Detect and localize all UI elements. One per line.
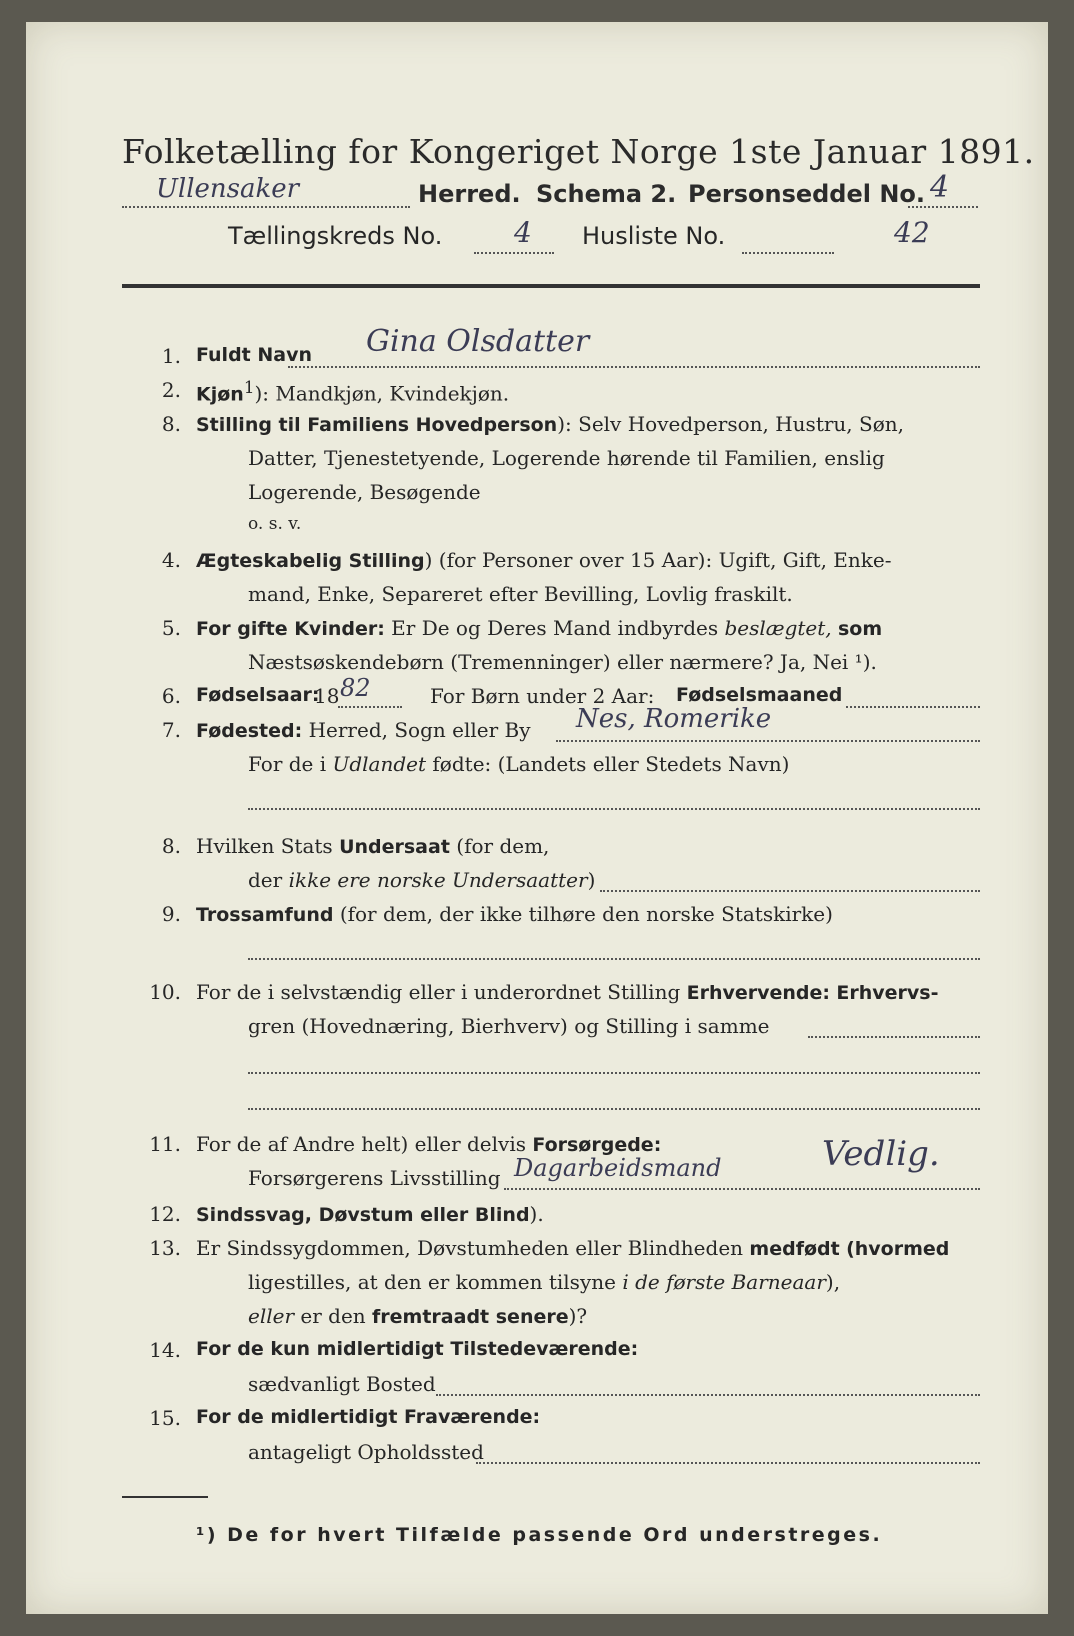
footnote-mark: 1: [243, 378, 255, 397]
occupation-label: Erhvervende:: [686, 982, 831, 1004]
family-position-options-2: Datter, Tjenestetyende, Logerende hørende til Familien, enslig: [248, 446, 885, 470]
birthplace-value: Nes, Romerike: [576, 704, 772, 734]
citizenship-note: (for dem,: [456, 834, 550, 858]
citizenship-note-a: der: [248, 868, 283, 892]
married-women-question-end: som: [838, 618, 883, 640]
congenital-row: [196, 1236, 949, 1260]
religion-note: (for dem, der ikke tilhøre den norske Statskirke): [339, 902, 833, 926]
citizenship-label-b: Undersaat: [339, 836, 450, 858]
kreds-label: Tællingskreds No.: [228, 222, 443, 250]
provider-occupation-label: Forsørgerens Livsstilling: [248, 1166, 501, 1190]
religion-field-line: [248, 958, 980, 960]
item-number: 8.: [161, 412, 181, 436]
family-position-options-3: Logerende, Besøgende: [248, 480, 481, 504]
husliste-field-line: [742, 252, 834, 254]
related-word: beslægtet,: [724, 616, 832, 640]
provider-occupation-note: Vedlig.: [822, 1134, 940, 1174]
birth-month-note: For Børn under 2 Aar:: [430, 684, 655, 708]
foreign-birthplace-row: [248, 752, 789, 776]
birthplace-field-line: [556, 740, 980, 742]
disability-row: [196, 1202, 544, 1226]
foreign-birthplace-field-line: [248, 808, 980, 810]
congenital-row-3: [248, 1304, 587, 1328]
probable-residence-label: antageligt Opholdssted: [248, 1440, 484, 1464]
husliste-label: Husliste No.: [582, 222, 726, 250]
birth-year-field-line: [338, 706, 402, 708]
item-number: 6.: [161, 684, 181, 708]
provider-occupation-field-line: [504, 1188, 980, 1190]
personseddel-label: Personseddel No.: [688, 180, 926, 208]
item-number: 9.: [161, 902, 181, 926]
occupation-field-line-1: [808, 1036, 980, 1038]
occupation-note: For de i selvstændig eller i underordnet Stilling: [196, 980, 681, 1004]
citizenship-note-c: ): [587, 868, 596, 892]
item-number: 4.: [161, 548, 181, 572]
foreign-note-a: For de i: [248, 752, 327, 776]
gender-options: ): Mandkjøn, Kvindekjøn.: [254, 381, 510, 406]
support-row: [196, 1132, 661, 1156]
occupation-label-2: Erhvervs-: [836, 982, 939, 1004]
item-number: 5.: [161, 616, 181, 640]
item-number: 12.: [149, 1202, 181, 1226]
name-label: Fuldt Navn: [196, 344, 313, 366]
marital-status-options-2: mand, Enke, Separeret efter Bevilling, Lovlig fraskilt.: [248, 582, 793, 606]
birthplace-note: Herred, Sogn eller By: [308, 718, 531, 742]
congenital-row-2: [248, 1270, 840, 1294]
herred-field-line: [122, 206, 410, 208]
birth-month-label: Fødselsmaaned: [676, 684, 843, 706]
gender-label: Kjøn: [196, 383, 244, 406]
family-position-options: ): Selv Hovedperson, Hustru, Søn,: [557, 412, 904, 436]
citizenship-field-line: [600, 890, 980, 892]
item-number: 11.: [149, 1132, 181, 1156]
congenital-note-c: (hvormed: [846, 1238, 950, 1260]
occupation-field-line-2: [248, 1072, 980, 1074]
family-position-row: [196, 412, 904, 436]
occupation-row: [196, 980, 938, 1004]
congenital-note-3a: eller: [248, 1304, 295, 1328]
item-number: 1.: [161, 344, 181, 368]
census-form: [26, 22, 1048, 1614]
schema-label: Schema 2.: [536, 180, 677, 208]
congenital-note-2a: ligestilles, at den er kommen tilsyne: [248, 1270, 616, 1294]
married-women-label: For gifte Kvinder:: [196, 618, 385, 640]
congenital-label: medfødt: [749, 1238, 840, 1260]
footnote-rule: [122, 1496, 208, 1498]
congenital-note-3c: fremtraadt senere: [372, 1306, 569, 1328]
personseddel-value: 4: [930, 170, 950, 205]
item-number: 15.: [149, 1406, 181, 1430]
husliste-value: 42: [894, 216, 930, 249]
form-title: Folketælling for Kongeriget Norge 1ste Januar 1891.: [122, 132, 1035, 171]
support-label: For de af Andre helt: [196, 1132, 401, 1156]
item-number: 10.: [149, 980, 181, 1004]
birthplace-label: Fødested:: [196, 720, 303, 742]
birth-month-field-line: [846, 706, 980, 708]
temporary-absent-label: For de midlertidigt Fraværende:: [196, 1406, 541, 1428]
occupation-note-2: gren (Hovednæring, Bierhverv) og Stilling i samme: [248, 1014, 770, 1038]
item-number: 8.: [161, 834, 181, 858]
married-women-question: Er De og Deres Mand indbyrdes: [391, 616, 719, 640]
usual-residence-label: sædvanligt Bosted: [248, 1372, 436, 1396]
marital-status-options: ) (for Personer over 15 Aar): Ugift, Gift, Enke-: [424, 548, 892, 572]
married-women-question-2: Næstsøskendebørn (Tremenninger) eller nærmere? Ja, Nei ¹).: [248, 650, 877, 674]
support-label-2: Forsørgede:: [532, 1134, 662, 1156]
item-number: 2.: [161, 378, 181, 402]
birth-year-prefix: 18: [314, 684, 340, 708]
personseddel-field-line: [908, 206, 978, 208]
congenital-note-3d: )?: [568, 1304, 588, 1328]
herred-value: Ullensaker: [156, 174, 300, 204]
disability-note: ).: [529, 1202, 544, 1226]
disability-label: Sindssvag, Døvstum eller Blind: [196, 1204, 530, 1226]
occupation-field-line-3: [248, 1108, 980, 1110]
name-field-line: [288, 366, 980, 368]
marital-status-row: [196, 548, 892, 572]
herred-label: Herred.: [418, 180, 521, 208]
religion-row: [196, 902, 833, 926]
marital-status-label: Ægteskabelig Stilling: [196, 550, 425, 572]
gender-row: [196, 378, 509, 406]
foreign-note-c: fødte: (Landets eller Stedets Navn): [432, 752, 790, 776]
citizenship-note-b: ikke ere norske Undersaatter: [288, 868, 588, 892]
citizenship-row: [196, 834, 549, 858]
item-number: 14.: [149, 1338, 181, 1362]
kreds-value: 4: [514, 216, 532, 249]
religion-label: Trossamfund: [196, 904, 334, 926]
probable-residence-field-line: [476, 1462, 980, 1464]
family-position-label: Stilling til Familiens Hovedperson: [196, 414, 558, 436]
item-number: 13.: [149, 1236, 181, 1260]
birthplace-row: [196, 718, 531, 742]
item-number: 7.: [161, 718, 181, 742]
header-rule: [122, 284, 980, 288]
congenital-note-a: Er Sindssygdommen, Døvstumheden eller Blindheden: [196, 1236, 744, 1260]
married-women-row: [196, 616, 882, 640]
citizenship-label-a: Hvilken Stats: [196, 834, 333, 858]
congenital-note-2b: i de første Barneaar: [622, 1270, 826, 1294]
foreign-word: Udlandet: [332, 752, 427, 776]
kreds-field-line: [474, 252, 554, 254]
congenital-note-3b: er den: [300, 1304, 366, 1328]
birth-year-label: Fødselsaar:: [196, 684, 320, 706]
provider-occupation-value: Dagarbeidsmand: [514, 1154, 722, 1182]
citizenship-row-2: [248, 868, 595, 892]
footnote: ¹) De for hvert Tilfælde passende Ord understreges.: [196, 1524, 883, 1546]
name-value: Gina Olsdatter: [366, 324, 590, 359]
usual-residence-field-line: [436, 1394, 980, 1396]
birth-year-value: 82: [340, 674, 371, 702]
temporary-present-label: For de kun midlertidigt Tilstedeværende:: [196, 1338, 639, 1360]
support-note: ) eller delvis: [400, 1132, 526, 1156]
family-position-etc: o. s. v.: [248, 514, 302, 534]
congenital-note-2c: ),: [825, 1270, 841, 1294]
